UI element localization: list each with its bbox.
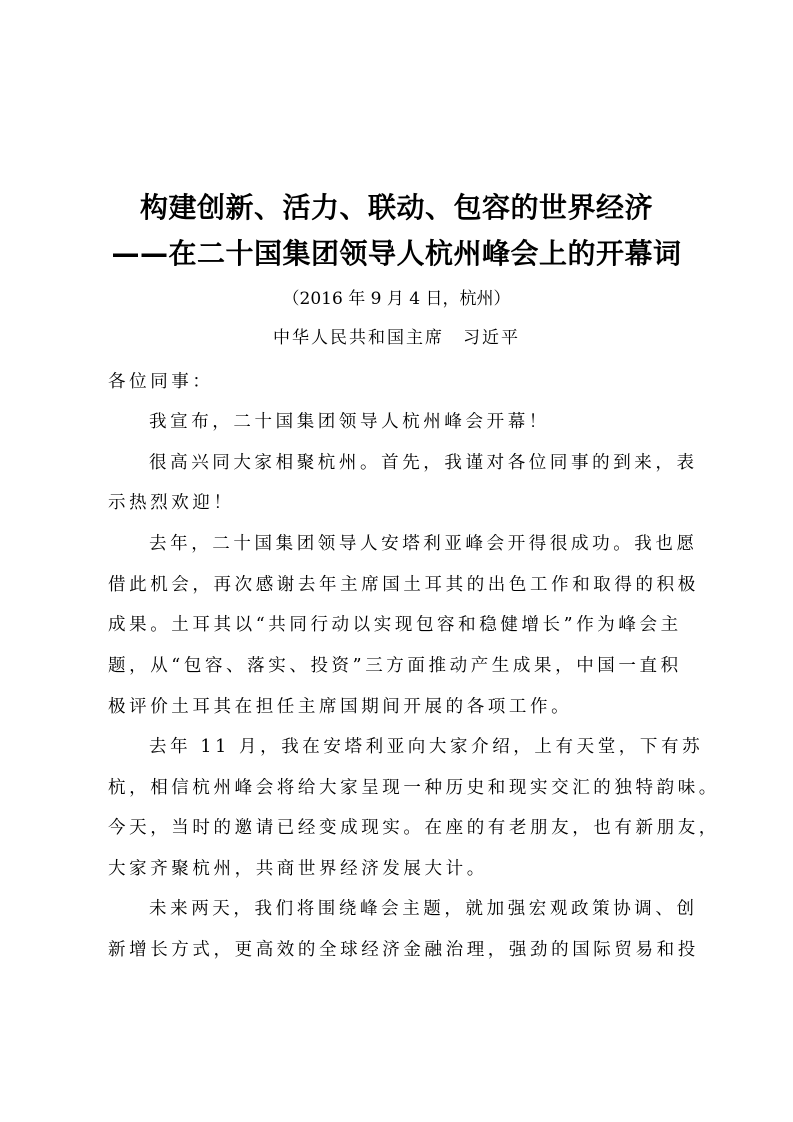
paragraph-line: 今天，当时的邀请已经变成现实。在座的有老朋友，也有新朋友， [108,818,720,838]
paragraph-line: 杭，相信杭州峰会将给大家呈现一种历史和现实交汇的独特韵味。 [108,778,720,798]
document-title: 构建创新、活力、联动、包容的世界经济 [139,191,653,224]
salutation: 各位同事： [108,372,214,392]
paragraph-line: 很高兴同大家相聚杭州。首先，我谨对各位同事的到来，表 [149,453,698,473]
paragraph-line: 去年 11 月，我在安塔利亚向大家介绍，上有天堂，下有苏 [149,737,704,757]
date-place: （2016 年 9 月 4 日，杭州） [282,289,511,309]
author-line: 中华人民共和国主席 习近平 [273,328,520,348]
paragraph-line: 未来两天，我们将围绕峰会主题，就加强宏观政策协调、创 [149,899,698,919]
paragraph-line: 大家齐聚杭州，共商世界经济发展大计。 [108,859,488,879]
paragraph-line: 极评价土耳其在担任主席国期间开展的各项工作。 [108,697,573,717]
paragraph-line: 新增长方式，更高效的全球经济金融治理，强劲的国际贸易和投 [108,940,699,960]
paragraph-line: 成果。土耳其以“共同行动以实现包容和稳健增长”作为峰会主 [108,615,682,635]
paragraph-line: 借此机会，再次感谢去年主席国土耳其的出色工作和取得的积极 [108,575,699,595]
paragraph-line: 题，从“包容、落实、投资”三方面推动产生成果，中国一直积 [108,656,682,676]
paragraph-line: 去年，二十国集团领导人安塔利亚峰会开得很成功。我也愿 [149,534,698,554]
document-subtitle: ——在二十国集团领导人杭州峰会上的开幕词 [111,237,682,270]
paragraph-line: 我宣布，二十国集团领导人杭州峰会开幕！ [149,412,550,432]
paragraph-line: 示热烈欢迎！ [108,493,235,513]
